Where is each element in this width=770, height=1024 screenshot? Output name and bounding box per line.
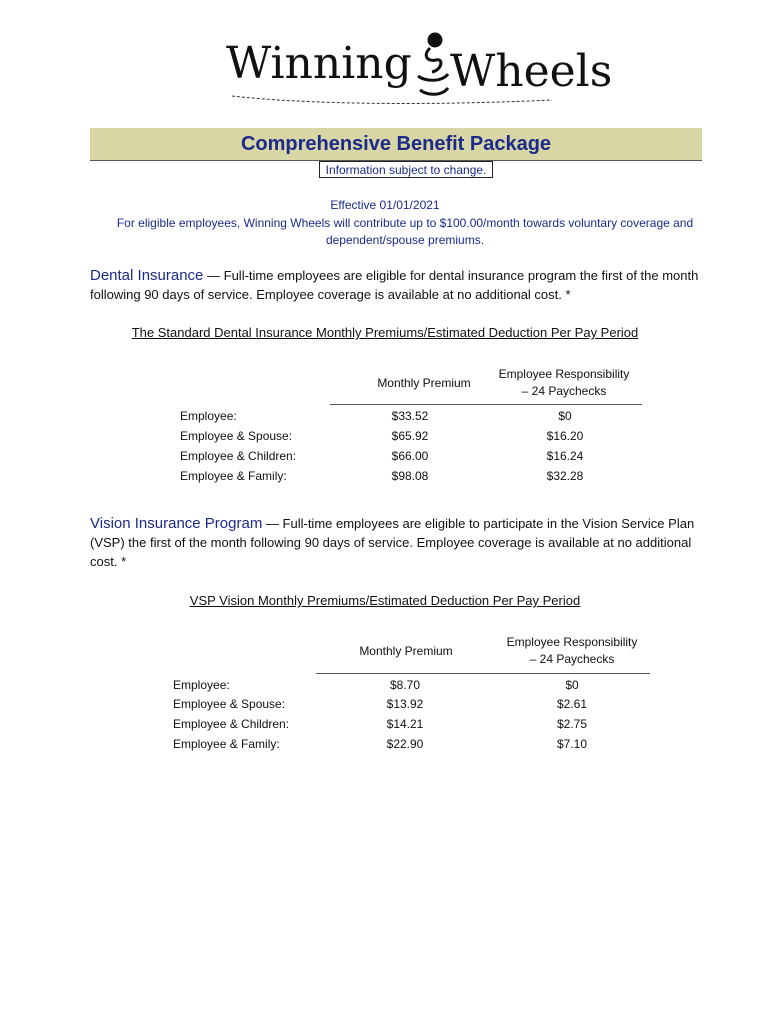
- dental-col-premium: Monthly Premium: [377, 376, 471, 390]
- row-responsibility: $7.10: [556, 737, 588, 751]
- dental-paragraph: [90, 266, 710, 304]
- change-notice: Information subject to change.: [319, 161, 493, 178]
- wheelchair-figure-icon: [418, 34, 448, 94]
- dental-table-title: The Standard Dental Insurance Monthly Premiums/Estimated Deduction Per Pay Period: [131, 325, 639, 340]
- vision-col-premium: Monthly Premium: [359, 644, 453, 658]
- vision-header-rule: [316, 673, 650, 674]
- row-responsibility: $32.28: [546, 469, 584, 483]
- dental-col-resp-line1: Employee Responsibility: [498, 367, 630, 381]
- vision-heading: Vision Insurance Program: [90, 515, 263, 532]
- logo-graphic: [222, 26, 613, 108]
- dental-body: — Full-time employees are eligible for dental insurance program the first of the month following 90 days of service. Employee coverage is available at no additional cost. *: [90, 268, 699, 302]
- row-label: Employee & Children:: [180, 449, 297, 463]
- row-label: Employee & Family:: [173, 737, 280, 751]
- row-premium: $14.21: [386, 717, 424, 731]
- vision-body: — Full-time employees are eligible to participate in the Vision Service Plan (VSP) the first of the month following 90 days of service. Employee coverage is available at no additional cost. *: [90, 516, 695, 569]
- vision-col-responsibility: [496, 634, 648, 668]
- logo-swoosh: [232, 96, 552, 103]
- dental-header-rule: [330, 404, 642, 405]
- row-label: Employee & Family:: [180, 469, 287, 483]
- title-banner: [90, 128, 702, 161]
- row-responsibility: $2.75: [556, 717, 588, 731]
- row-label: Employee & Children:: [173, 717, 290, 731]
- dental-col-responsibility: [488, 366, 640, 400]
- row-label: Employee:: [173, 678, 230, 692]
- row-premium: $8.70: [389, 678, 421, 692]
- row-premium: $33.52: [391, 409, 429, 423]
- row-premium: $98.08: [391, 469, 429, 483]
- vision-col-resp-line1: Employee Responsibility: [506, 635, 638, 649]
- contribution-note: For eligible employees, Winning Wheels will contribute up to $100.00/month towards voluntary coverage and dependent/spouse premiums.: [116, 216, 694, 247]
- row-premium: $65.92: [391, 429, 429, 443]
- effective-date: Effective 01/01/2021: [330, 198, 440, 212]
- vision-col-resp-line2: – 24 Paychecks: [529, 652, 615, 666]
- row-label: Employee:: [180, 409, 237, 423]
- vision-table-title: VSP Vision Monthly Premiums/Estimated Deduction Per Pay Period: [189, 593, 581, 608]
- row-premium: $13.92: [386, 697, 424, 711]
- vision-paragraph: [90, 514, 710, 571]
- logo-word-winning: Winning: [226, 38, 412, 89]
- row-premium: $66.00: [391, 449, 429, 463]
- row-label: Employee & Spouse:: [173, 697, 286, 711]
- logo-word-wheels: Wheels: [450, 46, 613, 97]
- row-premium: $22.90: [386, 737, 424, 751]
- row-responsibility: $2.61: [556, 697, 588, 711]
- dental-col-resp-line2: – 24 Paychecks: [521, 384, 607, 398]
- row-responsibility: $16.20: [546, 429, 584, 443]
- dental-heading: Dental Insurance: [90, 267, 204, 284]
- row-responsibility: $16.24: [546, 449, 584, 463]
- winning-wheels-logo: [222, 26, 613, 108]
- page-title: Comprehensive Benefit Package: [240, 133, 552, 155]
- row-responsibility: $0: [558, 409, 572, 423]
- row-responsibility: $0: [565, 678, 579, 692]
- row-label: Employee & Spouse:: [180, 429, 293, 443]
